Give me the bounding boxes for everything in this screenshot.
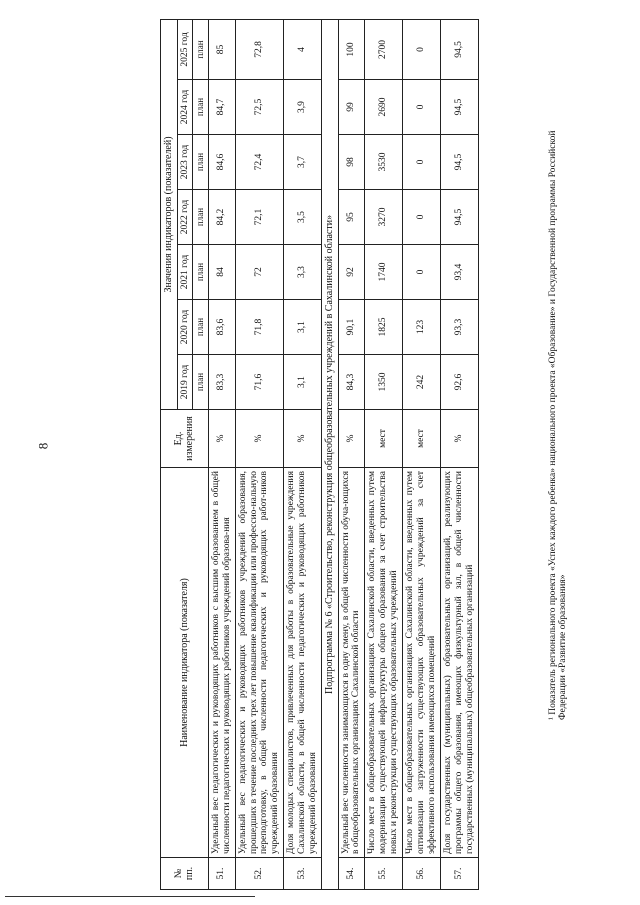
table-row: [440, 19, 478, 889]
header-num: № пп.: [161, 858, 209, 890]
row-value: 84,2: [208, 190, 235, 245]
header-unit: Ед. измерения: [161, 410, 209, 468]
row-num: 52.: [235, 858, 284, 890]
row-unit: мест: [365, 410, 403, 468]
row-value: 94,5: [440, 19, 478, 79]
row-value: 99: [338, 80, 365, 135]
table-row: [403, 19, 441, 889]
row-value: 85: [208, 19, 235, 79]
rotated-table-container: [160, 20, 640, 890]
row-value: 83,6: [208, 300, 235, 355]
row-name: Число мест в общеобразовательных организациях Сахалинской области, введенных путем оптимизации загруженности существующих образовательных учреждений за счет эффективного использования имеющихся помещений: [403, 468, 441, 858]
row-value: 3,7: [284, 135, 322, 190]
row-unit: %: [440, 410, 478, 468]
row-value: 2700: [365, 19, 403, 79]
row-value: 2690: [365, 80, 403, 135]
row-value: 84,3: [338, 355, 365, 410]
row-value: 84,7: [208, 80, 235, 135]
header-plan: план: [193, 135, 208, 190]
header-year: 2019 год: [177, 355, 193, 410]
row-value: 94,5: [440, 190, 478, 245]
row-num: 56.: [403, 858, 441, 890]
row-unit: %: [338, 410, 365, 468]
row-value: 84: [208, 245, 235, 300]
row-value: 93,4: [440, 245, 478, 300]
row-unit: мест: [403, 410, 441, 468]
header-year: 2022 год: [177, 190, 193, 245]
row-value: 3530: [365, 135, 403, 190]
row-name: Число мест в общеобразовательных организациях Сахалинской области, введенных путем модернизации существующей инфраструктуры общего образования за счет строительства новых и реконструкции существующих образовательных учреждений: [365, 468, 403, 858]
header-plan: план: [193, 355, 208, 410]
row-value: 3,9: [284, 80, 322, 135]
header-year: 2023 год: [177, 135, 193, 190]
subprogram-row: [322, 19, 339, 889]
table-row: [338, 19, 365, 889]
header-plan: план: [193, 80, 208, 135]
row-value: 3,5: [284, 190, 322, 245]
row-value: 242: [403, 355, 441, 410]
row-value: 0: [403, 245, 441, 300]
row-value: 3,1: [284, 355, 322, 410]
header-values-group: Значения индикаторов (показателей): [161, 19, 178, 409]
row-value: 72,5: [235, 80, 284, 135]
row-value: 71,6: [235, 355, 284, 410]
row-value: 0: [403, 135, 441, 190]
row-value: 94,5: [440, 135, 478, 190]
header-plan: план: [193, 245, 208, 300]
row-unit: %: [235, 410, 284, 468]
row-value: 0: [403, 80, 441, 135]
row-num: 53.: [284, 858, 322, 890]
row-value: 1740: [365, 245, 403, 300]
row-value: 72,1: [235, 190, 284, 245]
header-plan: план: [193, 190, 208, 245]
row-name: Доля молодых специалистов, привлеченных для работы в образовательные учреждения Сахалинской области, в общей численности педагогических и руководящих работников учреждений образования: [284, 468, 322, 858]
row-value: 92: [338, 245, 365, 300]
row-num: 51.: [208, 858, 235, 890]
row-value: 72,4: [235, 135, 284, 190]
row-value: 0: [403, 19, 441, 79]
header-year: 2021 год: [177, 245, 193, 300]
row-name: Удельный вес педагогических и руководящих работников с высшим образованием в общей численности педагогических и руководящих работников учреждений образова-ния: [208, 468, 235, 858]
header-plan: план: [193, 300, 208, 355]
row-value: 3,1: [284, 300, 322, 355]
row-value: 3,3: [284, 245, 322, 300]
page-number: 8: [35, 442, 51, 450]
table-row: [235, 19, 284, 889]
row-value: 90,1: [338, 300, 365, 355]
row-value: 98: [338, 135, 365, 190]
row-name: Удельный вес педагогических и руководящих работников учреждений образования, прошедших в течение последних трех лет повышение квалификации или профессио-нальную переподготовку, в общей численности педагогических и руководящих работ-ников учреждений образования: [235, 468, 284, 858]
row-value: 0: [403, 190, 441, 245]
table-row: [208, 19, 235, 889]
header-year: 2020 год: [177, 300, 193, 355]
row-value: 123: [403, 300, 441, 355]
row-num: 57.: [440, 858, 478, 890]
row-unit: %: [208, 410, 235, 468]
header-plan: план: [193, 19, 208, 79]
header-year: 2025 год: [177, 19, 193, 79]
row-value: 100: [338, 19, 365, 79]
footnote: ¹ Показатель регионального проекта «Успех каждого ребенка» национального проекта «Образование» и Государственной программы Российской Федерации «Развитие образования»: [548, 130, 568, 720]
row-value: 4: [284, 19, 322, 79]
row-name: Удельный вес численности занимающихся в одну смену, в общей численности обуча-ющихся в общеобразовательных организациях Сахалинской области: [338, 468, 365, 858]
header-name: Наименование индикатора (показателя): [161, 468, 209, 858]
row-num: 54.: [338, 858, 365, 890]
header-year: 2024 год: [177, 80, 193, 135]
row-value: 84,6: [208, 135, 235, 190]
row-value: 3270: [365, 190, 403, 245]
row-value: 93,3: [440, 300, 478, 355]
row-value: 83,3: [208, 355, 235, 410]
footnote-rule: [5, 896, 255, 898]
indicators-table: [160, 19, 479, 890]
row-name: Доля государственных (муниципальных) образовательных организаций, реализующих программы общего образования, имеющих физкультурный зал, в общей численности государственных (муниципальных) общеобразовательных организаций: [440, 468, 478, 858]
row-value: 71,8: [235, 300, 284, 355]
row-unit: %: [284, 410, 322, 468]
row-value: 95: [338, 190, 365, 245]
row-value: 72: [235, 245, 284, 300]
subprogram-title: Подпрограмма № 6 «Строительство, реконструкция общеобразовательных учреждений в Сахалинской области»: [322, 19, 339, 889]
table-row: [284, 19, 322, 889]
row-value: 1825: [365, 300, 403, 355]
row-num: 55.: [365, 858, 403, 890]
row-value: 72,8: [235, 19, 284, 79]
row-value: 1350: [365, 355, 403, 410]
row-value: 92,6: [440, 355, 478, 410]
table-row: [365, 19, 403, 889]
row-value: 94,5: [440, 80, 478, 135]
